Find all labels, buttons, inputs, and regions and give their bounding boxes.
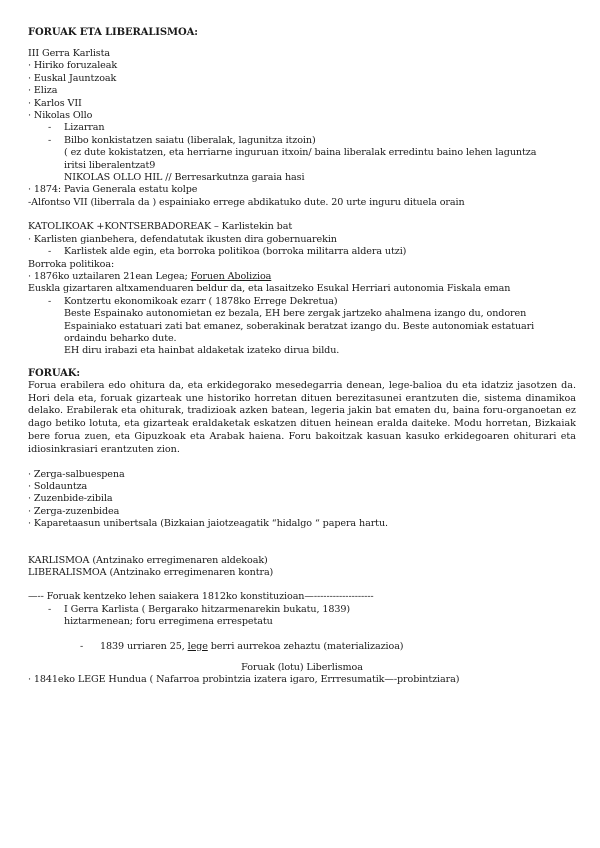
sub-list-item <box>28 604 576 616</box>
sub-list-item <box>28 296 576 308</box>
list-item: · Euskal Jauntzoak <box>28 72 117 84</box>
text-line: Borroka politikoa: <box>28 258 115 270</box>
dash-marker: - <box>48 134 52 146</box>
dash-marker: - <box>48 122 52 134</box>
text-fragment: · 1876ko uztailaren 21ean Legea; <box>28 270 191 282</box>
sub-list-item-text: I Gerra Karlista ( Bergarako hitzarmenarekin bukatu, 1839) <box>64 603 351 615</box>
list-item: · Hiriko foruzaleak <box>28 60 118 72</box>
list-item: · Kaparetaasun unibertsala (Bizkaian jaiotzeagatik “hidalgo “ papera hartu. <box>28 518 388 530</box>
continuation-line: NIKOLAS OLLO HIL // Berresarkutnza garaia hasi <box>64 172 305 184</box>
dash-marker: - <box>80 640 84 652</box>
continuation-line: ordaindu beharko dute. <box>64 332 177 344</box>
dash-marker: - <box>48 295 52 307</box>
document-title: FORUAK ETA LIBERALISMOA: <box>28 27 198 38</box>
centered-line: Foruak (lotu) Liberlismoa <box>241 662 363 673</box>
section-heading: KATOLIKOAK +KONTSERBADOREAK – Karlistekin bat <box>28 221 293 233</box>
continuation-line: iritsi liberalentzat9 <box>64 159 156 171</box>
sub-list-item <box>28 135 576 147</box>
sub-list-item-text: Lizarran <box>64 122 105 134</box>
list-item: · Nikolas Ollo <box>28 110 93 122</box>
list-item: · Soldauntza <box>28 480 88 492</box>
karlismoa-line: KARLISMOA (Antzinako erregimenaren aldekoak) <box>28 554 268 566</box>
text-line: Euskla gizartaren altxamenduaren beldur da, eta lasaitzeko Esukal Herriari autonomia Fiskala eman <box>28 283 511 295</box>
liberalismoa-line: LIBERALISMOA (Antzinako erregimenaren kontra) <box>28 566 274 578</box>
list-item: · Zerga-salbuespena <box>28 468 125 480</box>
sub-list-item-text: Bilbo konkistatzen saiatu (liberalak, lagunitza itzoin) <box>64 134 316 146</box>
section-heading-foruak: FORUAK: <box>28 367 80 379</box>
continuation-line: Beste Espainako autonomietan ez bezala, EH bere zergak jartzeko ahalmena izango du, ondoren <box>64 308 527 320</box>
lege-link[interactable]: lege <box>187 640 208 652</box>
list-item: · Zerga-zuzenbidea <box>28 505 120 517</box>
section-heading: III Gerra Karlista <box>28 48 111 59</box>
list-item: · 1874: Pavia Generala estatu kolpe <box>28 184 198 196</box>
text-fragment: 1839 urriaren 25, <box>100 640 188 652</box>
sub-list-item-text: Kontzertu ekonomikoak ezarr ( 1878ko Errege Dekretua) <box>64 295 338 307</box>
section-rule-line: —-- Foruak kentzeko lehen saiakera 1812ko konstituzioan—------------------- <box>28 591 374 603</box>
dash-marker: - <box>48 603 52 615</box>
continuation-line: EH diru irabazi eta hainbat aldaketak izateko dirua bildu. <box>64 345 340 357</box>
continuation-line: Espainiako estatuari zati bat emanez, soberakinak beratzat izango du. Beste autonomiak estatuari <box>64 320 535 332</box>
sub-list-item-text: Karlistek alde egin, eta borroka politikoa (borroka militarra aldera utzi) <box>64 246 407 258</box>
list-item: · 1841eko LEGE Hundua ( Nafarroa probintzia izatera igaro, Errresumatik—-probintziara) <box>28 674 460 686</box>
list-item <box>28 271 576 283</box>
list-item: · Eliza <box>28 85 58 97</box>
list-item: · Zuzenbide-zibila <box>28 493 113 505</box>
list-item: · Karlisten gianbehera, defendatutak ikusten dira gobernuarekin <box>28 233 337 245</box>
sub-list-item <box>28 122 576 134</box>
document-page <box>28 26 576 687</box>
list-item: · Karlos VII <box>28 97 82 109</box>
continuation-line: hiztarmenean; foru erregimena errespetatu <box>64 616 273 628</box>
sub-list-item <box>28 641 576 653</box>
dash-marker: - <box>48 246 52 258</box>
foruak-paragraph: Forua erabilera edo ohitura da, eta erkidegorako mesedegarria denean, lege-balioa du eta idatziz jasotzen da. Hori dela eta, foruak gizarteak une historiko horretan dituen berezitasunei erantzuten die, sistema dinamikoa delako. Erabilerak eta ohiturak, tradizioak azken batean, legeria jakin bat ematen du, baina foru-organoetan ez dago betiko lotuta, eta gizarteak eraldaketak eskatzen dituen heinean eralda daiteke. Modu horretan, Bizkaiak bere forua zuen, eta Gipuzkoak eta Arabak haiena. Foru bakoitzak kasuan kasuko erkidegoaren ohiturari eta idiosinkrasiari erantzuten zion. <box>28 379 576 455</box>
text-fragment: berri aurrekoa zehaztu (materializazioa) <box>207 640 404 652</box>
continuation-line: ( ez dute kokistatzen, eta herriarne inguruan itxoin/ baina liberalak erredintu baino lehen laguntza <box>64 147 537 159</box>
list-item: -Alfontso VII (liberrala da ) espainiako errege abdikatuko dute. 20 urte inguru dituela orain <box>28 196 465 208</box>
foruen-abolizioa-link[interactable]: Foruen Abolizioa <box>190 270 272 282</box>
sub-list-item <box>28 246 576 258</box>
